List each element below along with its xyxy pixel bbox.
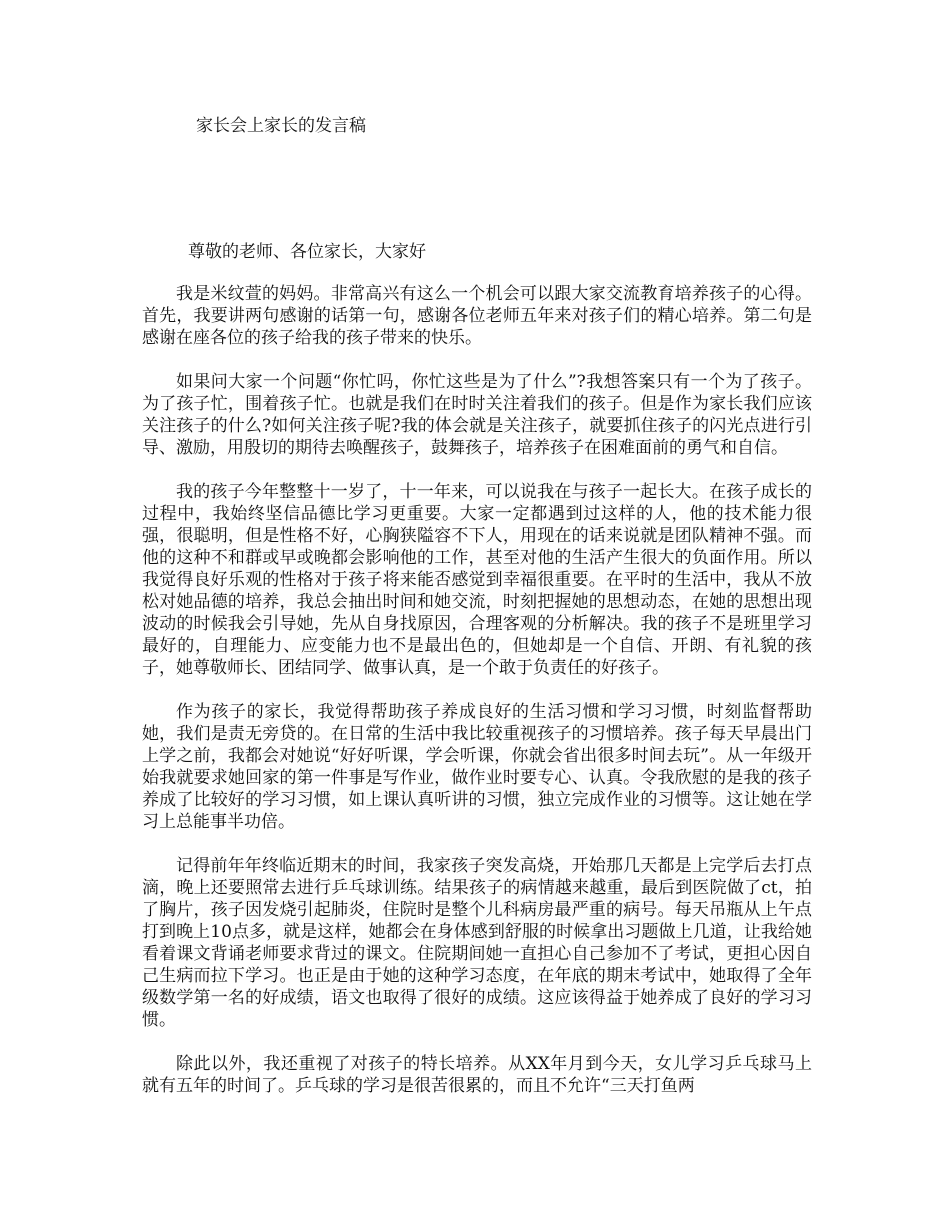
paragraph-5: 记得前年年终临近期末的时间，我家孩子突发高烧，开始那几天都是上完学后去打点滴，晚上还要照常去进行乒乓球训练。结果孩子的病情越来越重，最后到医院做了ct，拍了胸片，孩子因发烧引起肺炎，住院时是整个儿科病房最严重的病号。每天吊瓶从上午点打到晚上10点多，就是这样，她都会在身体感到舒服的时候拿出习题做上几道，让我给她看着课文背诵老师要求背过的课文。住院期间她一直担心自己参加不了考试，更担心因自己生病而拉下学习。也正是由于她的这种学习态度，在年底的期末考试中，她取得了全年级数学第一名的好成绩，语文也取得了很好的成绩。这应该得益于她养成了良好的学习习惯。	[142, 856, 812, 1030]
paragraph-1: 我是米纹萱的妈妈。非常高兴有这么一个机会可以跟大家交流教育培养孩子的心得。首先，我要讲两句感谢的话第一句，感谢各位老师五年来对孩子们的精心培养。第二句是感谢在座各位的孩子给我的孩子带来的快乐。	[142, 284, 812, 348]
document-title: 家长会上家长的发言稿	[196, 116, 366, 136]
paragraph-2: 如果问大家一个问题“你忙吗，你忙这些是为了什么”?我想答案只有一个为了孩子。为了孩子忙，围着孩子忙。也就是我们在时时关注着我们的孩子。但是作为家长我们应该关注孩子的什么?如何关注孩子呢?我的体会就是关注孩子，就要抓住孩子的闪光点进行引导、激励，用殷切的期待去唤醒孩子，鼓舞孩子，培养孩子在困难面前的勇气和自信。	[142, 372, 812, 458]
paragraph-6: 除此以外，我还重视了对孩子的特长培养。从XX年月到今天，女儿学习乒乓球马上就有五年的时间了。乒乓球的学习是很苦很累的，而且不允许“三天打鱼两	[142, 1054, 812, 1096]
paragraph-3: 我的孩子今年整整十一岁了，十一年来，可以说我在与孩子一起长大。在孩子成长的过程中，我始终坚信品德比学习更重要。大家一定都遇到过这样的人，他的技术能力很强，很聪明，但是性格不好，心胸狭隘容不下人，用现在的话来说就是团队精神不强。而他的这种不和群或早或晚都会影响他的工作，甚至对他的生活产生很大的负面作用。所以我觉得良好乐观的性格对于孩子将来能否感觉到幸福很重要。在平时的生活中，我从不放松对她品德的培养，我总会抽出时间和她交流，时刻把握她的思想动态，在她的思想出现波动的时候我会引导她，先从自身找原因，合理客观的分析解决。我的孩子不是班里学习最好的，自理能力、应变能力也不是最出色的，但她却是一个自信、开朗、有礼貌的孩子，她尊敬师长、团结同学、做事认真，是一个敢于负责任的好孩子。	[142, 482, 812, 678]
paragraph-4: 作为孩子的家长，我觉得帮助孩子养成良好的生活习惯和学习习惯，时刻监督帮助她，我们是责无旁贷的。在日常的生活中我比较重视孩子的习惯培养。孩子每天早晨出门上学之前，我都会对她说“好好听课，学会听课，你就会省出很多时间去玩”。从一年级开始我就要求她回家的第一件事是写作业，做作业时要专心、认真。令我欣慰的是我的孩子养成了比较好的学习习惯，如上课认真听讲的习惯，独立完成作业的习惯等。这让她在学习上总能事半功倍。	[142, 702, 812, 832]
greeting-line: 尊敬的老师、各位家长，大家好	[188, 242, 426, 262]
document-body	[142, 283, 812, 1119]
